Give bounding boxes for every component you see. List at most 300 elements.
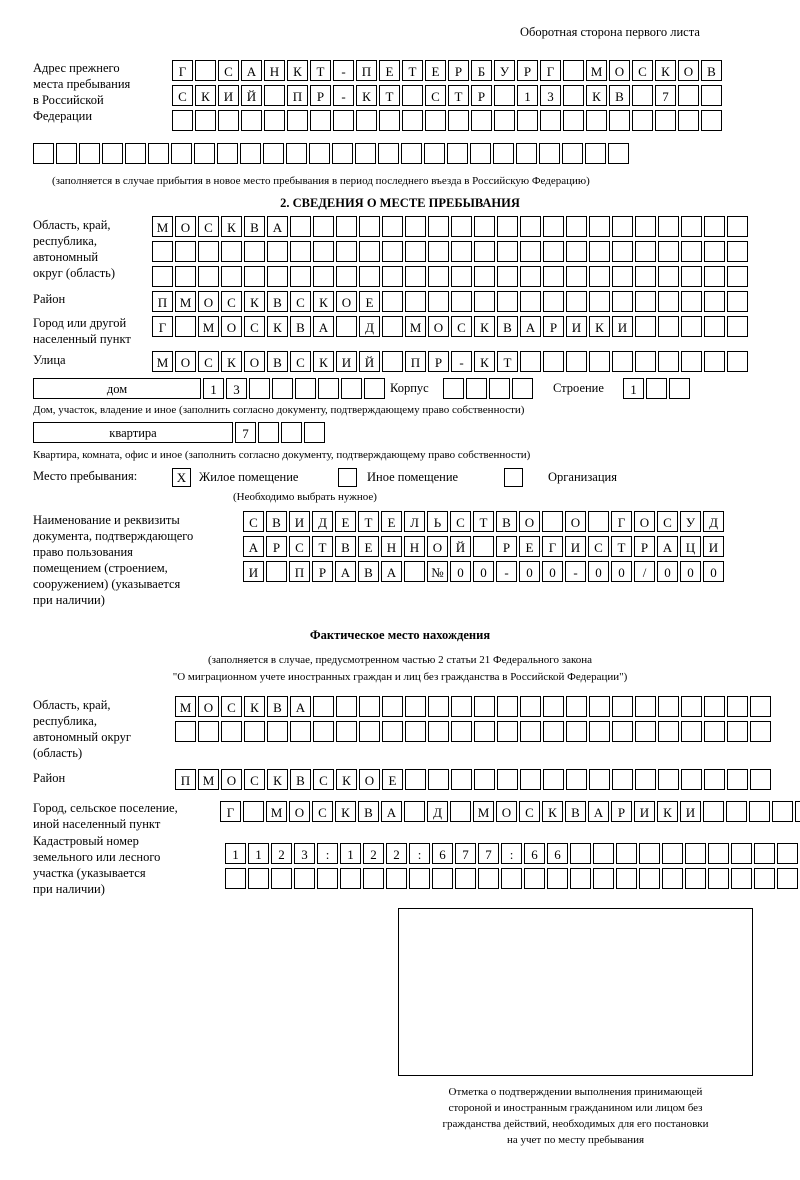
- form-cell[interactable]: 7: [455, 843, 476, 864]
- form-cell[interactable]: [474, 291, 495, 312]
- form-cell[interactable]: [593, 843, 614, 864]
- form-cell[interactable]: [497, 696, 518, 717]
- form-cell[interactable]: [474, 216, 495, 237]
- form-cell[interactable]: Г: [611, 511, 632, 532]
- form-cell[interactable]: [497, 291, 518, 312]
- form-cell[interactable]: :: [317, 843, 338, 864]
- form-cell[interactable]: [428, 721, 449, 742]
- form-cell[interactable]: Н: [404, 536, 425, 557]
- form-cell[interactable]: [294, 868, 315, 889]
- form-cell[interactable]: [425, 110, 446, 131]
- form-cell[interactable]: [290, 216, 311, 237]
- form-cell[interactable]: В: [290, 769, 311, 790]
- form-cell[interactable]: Д: [359, 316, 380, 337]
- form-cell[interactable]: 0: [519, 561, 540, 582]
- form-cell[interactable]: [632, 110, 653, 131]
- form-cell[interactable]: О: [496, 801, 517, 822]
- form-cell[interactable]: [382, 351, 403, 372]
- form-cell[interactable]: [405, 216, 426, 237]
- form-cell[interactable]: П: [287, 85, 308, 106]
- form-cell[interactable]: [474, 769, 495, 790]
- form-cell[interactable]: [646, 378, 667, 399]
- form-cell[interactable]: [681, 291, 702, 312]
- form-cell[interactable]: [589, 291, 610, 312]
- form-cell[interactable]: :: [501, 843, 522, 864]
- form-cell[interactable]: [777, 868, 798, 889]
- form-cell[interactable]: [148, 143, 169, 164]
- form-cell[interactable]: С: [289, 536, 310, 557]
- form-cell[interactable]: [609, 110, 630, 131]
- form-cell[interactable]: [382, 216, 403, 237]
- form-cell[interactable]: О: [175, 351, 196, 372]
- form-cell[interactable]: 0: [703, 561, 724, 582]
- form-cell[interactable]: [681, 769, 702, 790]
- form-cell[interactable]: [264, 110, 285, 131]
- prev-address-row-3[interactable]: [172, 110, 724, 131]
- form-cell[interactable]: [258, 422, 279, 443]
- section2-region-row-3[interactable]: [152, 266, 750, 287]
- form-cell[interactable]: [727, 696, 748, 717]
- form-cell[interactable]: [681, 266, 702, 287]
- form-cell[interactable]: [754, 868, 775, 889]
- form-cell[interactable]: 1: [248, 843, 269, 864]
- form-cell[interactable]: Е: [358, 536, 379, 557]
- form-cell[interactable]: О: [519, 511, 540, 532]
- form-cell[interactable]: [589, 266, 610, 287]
- form-cell[interactable]: [198, 721, 219, 742]
- form-cell[interactable]: [336, 266, 357, 287]
- form-cell[interactable]: [171, 143, 192, 164]
- form-cell[interactable]: К: [474, 316, 495, 337]
- form-cell[interactable]: М: [152, 351, 173, 372]
- form-cell[interactable]: [428, 291, 449, 312]
- form-cell[interactable]: Е: [381, 511, 402, 532]
- form-cell[interactable]: [754, 843, 775, 864]
- form-cell[interactable]: [263, 143, 284, 164]
- form-cell[interactable]: О: [609, 60, 630, 81]
- form-cell[interactable]: [295, 378, 316, 399]
- form-cell[interactable]: [221, 241, 242, 262]
- form-cell[interactable]: [405, 696, 426, 717]
- form-cell[interactable]: [566, 769, 587, 790]
- form-cell[interactable]: [359, 216, 380, 237]
- form-cell[interactable]: [727, 266, 748, 287]
- form-cell[interactable]: [489, 378, 510, 399]
- form-cell[interactable]: [451, 216, 472, 237]
- form-cell[interactable]: [152, 266, 173, 287]
- form-cell[interactable]: С: [450, 511, 471, 532]
- form-cell[interactable]: О: [678, 60, 699, 81]
- form-cell[interactable]: Р: [312, 561, 333, 582]
- form-cell[interactable]: М: [473, 801, 494, 822]
- form-cell[interactable]: [405, 291, 426, 312]
- form-cell[interactable]: [681, 696, 702, 717]
- form-cell[interactable]: [175, 721, 196, 742]
- form-cell[interactable]: [593, 868, 614, 889]
- form-cell[interactable]: [658, 266, 679, 287]
- form-cell[interactable]: [264, 85, 285, 106]
- form-cell[interactable]: [543, 241, 564, 262]
- form-cell[interactable]: [731, 868, 752, 889]
- form-cell[interactable]: [589, 351, 610, 372]
- form-cell[interactable]: К: [244, 291, 265, 312]
- form-cell[interactable]: [267, 241, 288, 262]
- form-cell[interactable]: [727, 216, 748, 237]
- form-cell[interactable]: [152, 241, 173, 262]
- form-cell[interactable]: [586, 110, 607, 131]
- form-cell[interactable]: [658, 721, 679, 742]
- form-cell[interactable]: [639, 843, 660, 864]
- cadastre-row-2[interactable]: [225, 868, 800, 889]
- form-cell[interactable]: [470, 143, 491, 164]
- form-cell[interactable]: [520, 351, 541, 372]
- form-cell[interactable]: В: [609, 85, 630, 106]
- form-cell[interactable]: [313, 216, 334, 237]
- form-cell[interactable]: [704, 769, 725, 790]
- form-cell[interactable]: Ь: [427, 511, 448, 532]
- form-cell[interactable]: 6: [524, 843, 545, 864]
- form-cell[interactable]: [336, 316, 357, 337]
- form-cell[interactable]: [612, 216, 633, 237]
- form-cell[interactable]: 6: [547, 843, 568, 864]
- form-cell[interactable]: К: [336, 769, 357, 790]
- form-cell[interactable]: С: [290, 351, 311, 372]
- section2-street-row[interactable]: [152, 351, 750, 372]
- form-cell[interactable]: Е: [379, 60, 400, 81]
- form-cell[interactable]: В: [497, 316, 518, 337]
- form-cell[interactable]: [405, 266, 426, 287]
- form-cell[interactable]: [455, 868, 476, 889]
- form-cell[interactable]: С: [588, 536, 609, 557]
- form-cell[interactable]: №: [427, 561, 448, 582]
- form-cell[interactable]: [566, 266, 587, 287]
- doc-row-1[interactable]: [243, 511, 726, 532]
- form-cell[interactable]: [588, 511, 609, 532]
- form-cell[interactable]: К: [287, 60, 308, 81]
- form-cell[interactable]: [658, 316, 679, 337]
- form-cell[interactable]: [243, 801, 264, 822]
- form-cell[interactable]: М: [198, 316, 219, 337]
- form-cell[interactable]: Р: [611, 801, 632, 822]
- form-cell[interactable]: [543, 769, 564, 790]
- form-cell[interactable]: 1: [203, 378, 224, 399]
- form-cell[interactable]: [678, 110, 699, 131]
- form-cell[interactable]: П: [356, 60, 377, 81]
- form-cell[interactable]: С: [451, 316, 472, 337]
- form-cell[interactable]: [443, 378, 464, 399]
- form-cell[interactable]: [497, 721, 518, 742]
- form-cell[interactable]: У: [680, 511, 701, 532]
- form-cell[interactable]: [635, 291, 656, 312]
- form-cell[interactable]: [589, 769, 610, 790]
- form-cell[interactable]: [662, 843, 683, 864]
- form-cell[interactable]: [520, 266, 541, 287]
- form-cell[interactable]: М: [405, 316, 426, 337]
- form-cell[interactable]: Т: [497, 351, 518, 372]
- form-cell[interactable]: Г: [540, 60, 561, 81]
- form-cell[interactable]: [704, 216, 725, 237]
- form-cell[interactable]: С: [198, 216, 219, 237]
- form-cell[interactable]: [669, 378, 690, 399]
- form-cell[interactable]: [198, 266, 219, 287]
- form-cell[interactable]: [428, 216, 449, 237]
- prev-address-row-1[interactable]: [172, 60, 724, 81]
- form-cell[interactable]: [244, 721, 265, 742]
- form-cell[interactable]: Т: [402, 60, 423, 81]
- prev-address-row-4[interactable]: [33, 143, 631, 164]
- form-cell[interactable]: В: [701, 60, 722, 81]
- form-cell[interactable]: 0: [680, 561, 701, 582]
- form-cell[interactable]: О: [336, 291, 357, 312]
- form-cell[interactable]: [749, 801, 770, 822]
- form-cell[interactable]: [520, 291, 541, 312]
- form-cell[interactable]: [355, 143, 376, 164]
- form-cell[interactable]: [589, 696, 610, 717]
- form-cell[interactable]: К: [221, 351, 242, 372]
- form-cell[interactable]: [662, 868, 683, 889]
- form-cell[interactable]: -: [333, 60, 354, 81]
- form-cell[interactable]: [195, 110, 216, 131]
- form-cell[interactable]: К: [335, 801, 356, 822]
- form-cell[interactable]: А: [588, 801, 609, 822]
- form-cell[interactable]: Е: [519, 536, 540, 557]
- form-cell[interactable]: [451, 696, 472, 717]
- form-cell[interactable]: 0: [657, 561, 678, 582]
- form-cell[interactable]: К: [356, 85, 377, 106]
- form-cell[interactable]: О: [221, 316, 242, 337]
- form-cell[interactable]: [612, 241, 633, 262]
- form-cell[interactable]: [364, 378, 385, 399]
- form-cell[interactable]: [501, 868, 522, 889]
- form-cell[interactable]: Т: [379, 85, 400, 106]
- form-cell[interactable]: [217, 143, 238, 164]
- form-cell[interactable]: [727, 291, 748, 312]
- form-cell[interactable]: Р: [543, 316, 564, 337]
- form-cell[interactable]: [750, 696, 771, 717]
- form-cell[interactable]: Т: [448, 85, 469, 106]
- form-cell[interactable]: Г: [172, 60, 193, 81]
- form-cell[interactable]: [382, 266, 403, 287]
- form-cell[interactable]: 2: [271, 843, 292, 864]
- form-cell[interactable]: [318, 378, 339, 399]
- form-cell[interactable]: [271, 868, 292, 889]
- form-cell[interactable]: [658, 769, 679, 790]
- form-cell[interactable]: [520, 216, 541, 237]
- form-cell[interactable]: 6: [432, 843, 453, 864]
- form-cell[interactable]: [543, 266, 564, 287]
- form-cell[interactable]: [616, 843, 637, 864]
- form-cell[interactable]: А: [657, 536, 678, 557]
- form-cell[interactable]: [56, 143, 77, 164]
- form-cell[interactable]: [313, 266, 334, 287]
- form-cell[interactable]: [543, 291, 564, 312]
- form-cell[interactable]: 3: [294, 843, 315, 864]
- form-cell[interactable]: К: [542, 801, 563, 822]
- form-cell[interactable]: М: [198, 769, 219, 790]
- form-cell[interactable]: [512, 378, 533, 399]
- form-cell[interactable]: В: [267, 291, 288, 312]
- form-cell[interactable]: Ц: [680, 536, 701, 557]
- form-cell[interactable]: 1: [517, 85, 538, 106]
- form-cell[interactable]: [175, 266, 196, 287]
- form-cell[interactable]: [727, 721, 748, 742]
- form-cell[interactable]: Е: [382, 769, 403, 790]
- form-cell[interactable]: [125, 143, 146, 164]
- form-cell[interactable]: [290, 266, 311, 287]
- form-cell[interactable]: [102, 143, 123, 164]
- form-cell[interactable]: П: [175, 769, 196, 790]
- form-cell[interactable]: В: [565, 801, 586, 822]
- form-cell[interactable]: [281, 422, 302, 443]
- form-cell[interactable]: [382, 316, 403, 337]
- form-cell[interactable]: [543, 351, 564, 372]
- form-cell[interactable]: [473, 536, 494, 557]
- section2-region-row-2[interactable]: [152, 241, 750, 262]
- form-cell[interactable]: 0: [611, 561, 632, 582]
- form-cell[interactable]: Й: [241, 85, 262, 106]
- form-cell[interactable]: [290, 241, 311, 262]
- form-cell[interactable]: А: [335, 561, 356, 582]
- form-cell[interactable]: 0: [450, 561, 471, 582]
- form-cell[interactable]: М: [586, 60, 607, 81]
- form-cell[interactable]: [451, 291, 472, 312]
- checkbox-organizaciya[interactable]: [504, 468, 523, 487]
- form-cell[interactable]: К: [657, 801, 678, 822]
- form-cell[interactable]: [795, 801, 800, 822]
- form-cell[interactable]: Е: [425, 60, 446, 81]
- form-cell[interactable]: [471, 110, 492, 131]
- form-cell[interactable]: С: [221, 696, 242, 717]
- form-cell[interactable]: В: [290, 316, 311, 337]
- form-cell[interactable]: :: [409, 843, 430, 864]
- form-cell[interactable]: [589, 216, 610, 237]
- form-cell[interactable]: Р: [634, 536, 655, 557]
- form-cell[interactable]: [175, 241, 196, 262]
- form-cell[interactable]: [359, 241, 380, 262]
- form-cell[interactable]: О: [289, 801, 310, 822]
- form-cell[interactable]: -: [496, 561, 517, 582]
- form-cell[interactable]: [658, 241, 679, 262]
- form-cell[interactable]: [731, 843, 752, 864]
- form-cell[interactable]: [386, 868, 407, 889]
- form-cell[interactable]: [244, 241, 265, 262]
- form-cell[interactable]: 7: [478, 843, 499, 864]
- form-cell[interactable]: Г: [152, 316, 173, 337]
- form-cell[interactable]: [612, 351, 633, 372]
- korpus-cells[interactable]: [443, 378, 535, 399]
- form-cell[interactable]: [635, 266, 656, 287]
- form-cell[interactable]: И: [336, 351, 357, 372]
- form-cell[interactable]: К: [244, 696, 265, 717]
- form-cell[interactable]: [402, 110, 423, 131]
- form-cell[interactable]: [474, 696, 495, 717]
- form-cell[interactable]: [658, 291, 679, 312]
- form-cell[interactable]: [570, 843, 591, 864]
- form-cell[interactable]: О: [427, 536, 448, 557]
- form-cell[interactable]: [310, 110, 331, 131]
- form-cell[interactable]: С: [198, 351, 219, 372]
- form-cell[interactable]: [382, 241, 403, 262]
- form-cell[interactable]: [474, 266, 495, 287]
- form-cell[interactable]: [382, 696, 403, 717]
- form-cell[interactable]: Р: [471, 85, 492, 106]
- form-cell[interactable]: [566, 216, 587, 237]
- form-cell[interactable]: Т: [358, 511, 379, 532]
- form-cell[interactable]: Т: [310, 60, 331, 81]
- form-cell[interactable]: -: [333, 85, 354, 106]
- form-cell[interactable]: А: [290, 696, 311, 717]
- form-cell[interactable]: 0: [473, 561, 494, 582]
- form-cell[interactable]: [194, 143, 215, 164]
- form-cell[interactable]: 2: [386, 843, 407, 864]
- form-cell[interactable]: Т: [312, 536, 333, 557]
- form-cell[interactable]: [750, 721, 771, 742]
- form-cell[interactable]: [382, 291, 403, 312]
- form-cell[interactable]: [708, 868, 729, 889]
- form-cell[interactable]: Н: [264, 60, 285, 81]
- form-cell[interactable]: В: [335, 536, 356, 557]
- form-cell[interactable]: О: [175, 216, 196, 237]
- form-cell[interactable]: [379, 110, 400, 131]
- form-cell[interactable]: А: [381, 801, 402, 822]
- form-cell[interactable]: И: [289, 511, 310, 532]
- form-cell[interactable]: 1: [225, 843, 246, 864]
- form-cell[interactable]: Б: [471, 60, 492, 81]
- form-cell[interactable]: [451, 241, 472, 262]
- form-cell[interactable]: О: [634, 511, 655, 532]
- form-cell[interactable]: В: [267, 696, 288, 717]
- form-cell[interactable]: С: [632, 60, 653, 81]
- form-cell[interactable]: [497, 769, 518, 790]
- form-cell[interactable]: [248, 868, 269, 889]
- form-cell[interactable]: [494, 110, 515, 131]
- form-cell[interactable]: [681, 216, 702, 237]
- form-cell[interactable]: С: [425, 85, 446, 106]
- form-cell[interactable]: [704, 721, 725, 742]
- form-cell[interactable]: [494, 85, 515, 106]
- form-cell[interactable]: О: [428, 316, 449, 337]
- form-cell[interactable]: М: [175, 696, 196, 717]
- form-cell[interactable]: [547, 868, 568, 889]
- form-cell[interactable]: [726, 801, 747, 822]
- form-cell[interactable]: К: [221, 216, 242, 237]
- form-cell[interactable]: [635, 721, 656, 742]
- form-cell[interactable]: [428, 241, 449, 262]
- form-cell[interactable]: [428, 266, 449, 287]
- form-cell[interactable]: [363, 868, 384, 889]
- form-cell[interactable]: [341, 378, 362, 399]
- form-cell[interactable]: [424, 143, 445, 164]
- form-cell[interactable]: [493, 143, 514, 164]
- form-cell[interactable]: [267, 266, 288, 287]
- form-cell[interactable]: [401, 143, 422, 164]
- section3-region-row-1[interactable]: [175, 696, 773, 717]
- form-cell[interactable]: [336, 696, 357, 717]
- form-cell[interactable]: [704, 266, 725, 287]
- form-cell[interactable]: [428, 769, 449, 790]
- doc-row-2[interactable]: [243, 536, 726, 557]
- cadastre-row-1[interactable]: [225, 843, 800, 864]
- form-cell[interactable]: [520, 721, 541, 742]
- form-cell[interactable]: А: [241, 60, 262, 81]
- form-cell[interactable]: 1: [623, 378, 644, 399]
- form-cell[interactable]: [175, 316, 196, 337]
- form-cell[interactable]: [727, 316, 748, 337]
- stamp-box[interactable]: [398, 908, 753, 1076]
- section3-city-row[interactable]: [220, 801, 800, 822]
- form-cell[interactable]: С: [312, 801, 333, 822]
- form-cell[interactable]: [608, 143, 629, 164]
